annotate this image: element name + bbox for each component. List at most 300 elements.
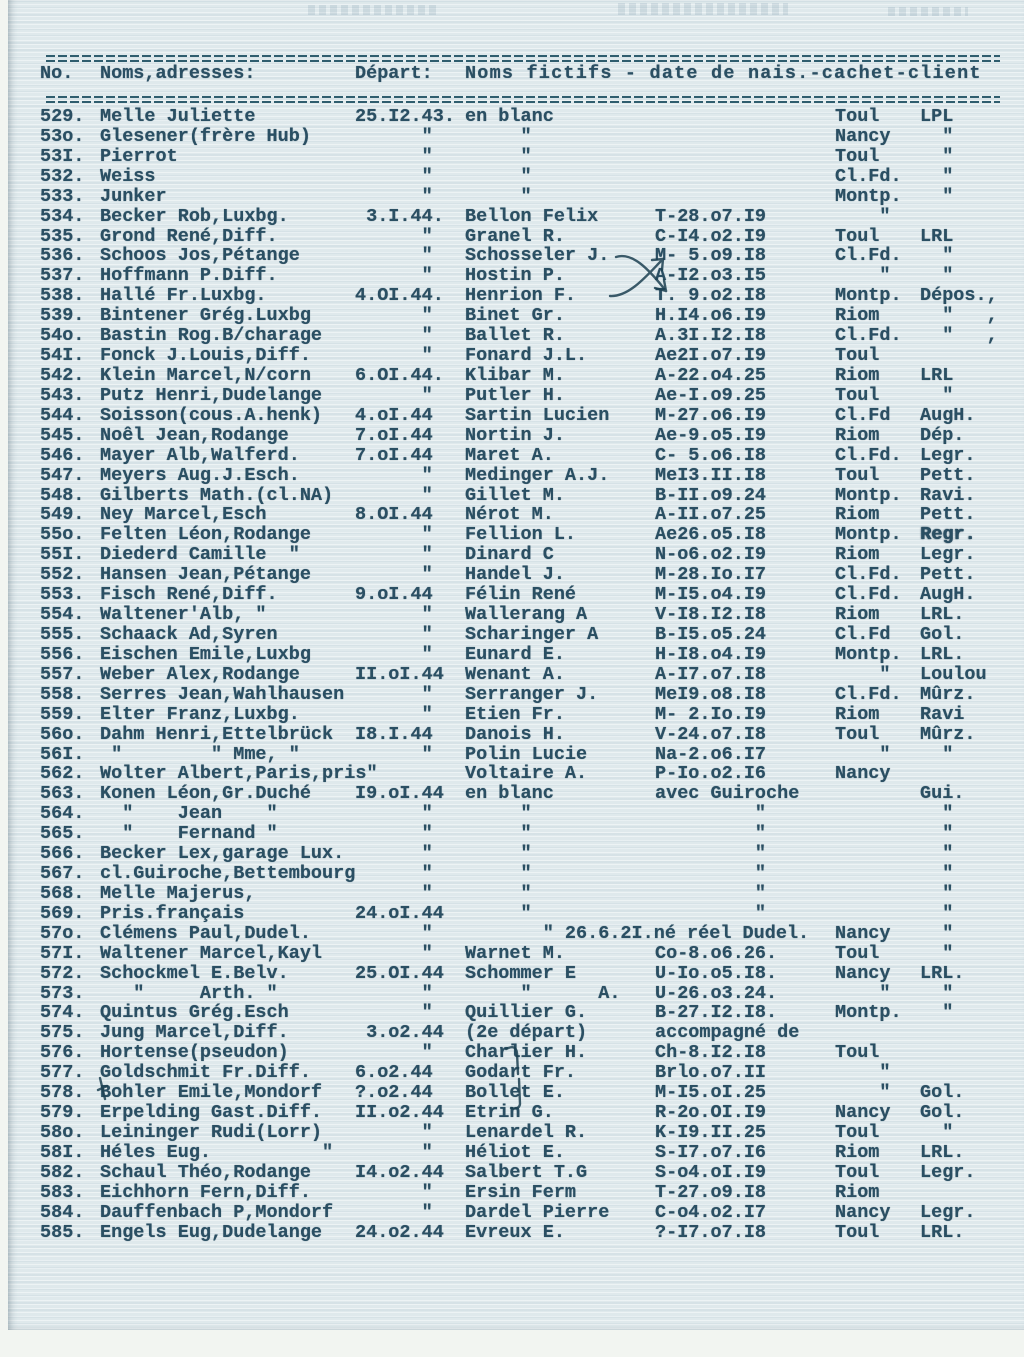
cell-cachet: Toul (835, 225, 880, 247)
cell-client: Gol. (920, 623, 965, 645)
cell-date (655, 127, 835, 147)
cell-fictif: Godart Fr. (465, 1062, 577, 1084)
cell-date: A-22.o4.25 (655, 364, 767, 386)
cell-fictif: Polin Lucie (465, 743, 588, 765)
cell-cachet: Toul (835, 145, 880, 167)
cell-name: " Arth. " (100, 982, 278, 1004)
table-row (8, 107, 1024, 127)
cell-cachet: Riom (835, 424, 880, 446)
cell-no: 557. (40, 663, 85, 685)
cell-cachet: Toul (835, 942, 880, 964)
cell-no: 548. (40, 484, 85, 506)
cell-cachet: Nancy (835, 763, 891, 785)
cell-name: Klein Marcel,N/corn (100, 364, 311, 386)
cell-depart: 24.o2.44 (355, 1221, 444, 1243)
cell-no: 577. (40, 1062, 85, 1084)
cell-no: 544. (40, 404, 85, 426)
table-row (8, 964, 1024, 984)
cell-fictif: " (465, 902, 532, 924)
cell-name: Becker Lex,garage Lux. (100, 843, 345, 865)
cell-date: Ae2I.o7.I9 (655, 345, 767, 367)
cell-client: Dépos., (920, 285, 998, 307)
cell-no: 54I. (40, 345, 85, 367)
cell-client: Gol. (920, 1102, 965, 1124)
table-row (8, 1143, 1024, 1163)
table-row (8, 1063, 1024, 1083)
cell-name: Hortense(pseudon) (100, 1042, 289, 1064)
cell-depart: 7.oI.44 (355, 424, 433, 446)
cell-client: " (920, 125, 954, 147)
cell-depart: " (355, 544, 433, 566)
cell-no: 562. (40, 763, 85, 785)
cell-cachet: Toul (835, 384, 880, 406)
cell-depart: 7.oI.44 (355, 444, 433, 466)
cell-no: 539. (40, 305, 85, 327)
cell-date: M-I5.o4.I9 (655, 584, 767, 606)
cell-client: " (920, 145, 954, 167)
cell-fictif: Lenardel R. (465, 1122, 588, 1144)
cell-date: " (655, 823, 767, 845)
cell-name: Jung Marcel,Diff. (100, 1022, 289, 1044)
cell-date: accompagné de (655, 1022, 800, 1044)
cell-name: Putz Henri,Dudelange (100, 384, 323, 406)
table-row (8, 446, 1024, 466)
cell-no: 554. (40, 604, 85, 626)
cell-date (655, 924, 835, 944)
cell-date: B-II.o9.24 (655, 484, 767, 506)
cell-client: Ravi (920, 703, 965, 725)
table-row (8, 525, 1024, 545)
cell-date: B-I5.o5.24 (655, 623, 767, 645)
cell-name: Waltener'Alb, " (100, 604, 267, 626)
cell-name: Wolter Albert,Paris,pris" (100, 763, 378, 785)
cell-cachet (835, 904, 920, 924)
cell-name: Hallé Fr.Luxbg. (100, 285, 267, 307)
cell-no: 57I. (40, 942, 85, 964)
cell-name: Elter Franz,Luxbg. (100, 703, 300, 725)
cell-client: LRL (920, 364, 954, 386)
cell-depart: " (355, 165, 433, 187)
cell-client: " (920, 245, 954, 267)
cell-depart: " (355, 882, 433, 904)
cell-cachet: Toul (835, 345, 880, 367)
table-row (8, 884, 1024, 904)
cell-depart: 3.I.44. (355, 205, 444, 227)
cell-date: U-Io.o5.I8. (655, 962, 778, 984)
cell-no: 573. (40, 982, 85, 1004)
table-row (8, 406, 1024, 426)
table-row (8, 645, 1024, 665)
cell-depart: 4.OI.44. (355, 285, 444, 307)
cell-fictif: Ersin Ferm (465, 1181, 577, 1203)
table-row (8, 1023, 1024, 1043)
cell-fictif: " (465, 882, 532, 904)
cell-date (655, 107, 835, 127)
cell-no: 53o. (40, 125, 85, 147)
cell-client: " (920, 1122, 954, 1144)
table-row (8, 745, 1024, 765)
cell-cachet: " (835, 265, 891, 287)
cell-depart: I4.o2.44 (355, 1161, 444, 1183)
table-row (8, 346, 1024, 366)
cell-no: 572. (40, 962, 85, 984)
table-row (8, 784, 1024, 804)
cell-name: Becker Rob,Luxbg. (100, 205, 289, 227)
cell-depart: " (355, 185, 433, 207)
cell-fictif: Félin René (465, 584, 577, 606)
cell-no: 534. (40, 205, 85, 227)
cell-no: 533. (40, 185, 85, 207)
cell-depart: II.oI.44 (355, 663, 444, 685)
cell-fictif: Wallerang A (465, 604, 588, 626)
cell-date: C-I4.o2.I9 (655, 225, 767, 247)
cell-date: A-II.o7.25 (655, 504, 767, 526)
cell-date: Co-8.o6.26. (655, 942, 778, 964)
cell-depart: " (355, 1122, 433, 1144)
cell-client: LRL. (920, 643, 965, 665)
header-fictifs-date-cachet-client: Noms fictifs - date de nais.-cachet-client (465, 63, 982, 84)
cell-date: V-I8.I2.I8 (655, 604, 767, 626)
cell-client: LRL. (920, 1141, 965, 1163)
cell-no: 546. (40, 444, 85, 466)
cell-depart: " (355, 982, 433, 1004)
cell-cachet: Montp. (835, 484, 902, 506)
cell-name: Grond René,Diff. (100, 225, 278, 247)
cell-name: Schaack Ad,Syren (100, 623, 278, 645)
cell-no: 545. (40, 424, 85, 446)
cell-fictif: " (465, 823, 532, 845)
cell-depart: " (355, 683, 433, 705)
cell-date: T-27.o9.I8 (655, 1181, 767, 1203)
cell-client: " (920, 922, 954, 944)
cell-depart: 9.oI.44 (355, 584, 433, 606)
cell-client: " (920, 942, 954, 964)
table-row (8, 605, 1024, 625)
cell-depart: " (355, 843, 433, 865)
cell-name: Fisch René,Diff. (100, 584, 278, 606)
cell-fictif: Dinard C (465, 544, 554, 566)
table-row (8, 705, 1024, 725)
cell-name: Erpelding Gast.Diff. (100, 1102, 323, 1124)
cell-cachet (835, 1023, 920, 1043)
cell-depart: 24.oI.44 (355, 902, 444, 924)
cell-no: 558. (40, 683, 85, 705)
table-row (8, 167, 1024, 187)
cell-depart: " (355, 345, 433, 367)
cell-name: " Jean " (100, 803, 278, 825)
cell-depart: " (355, 245, 433, 267)
cell-depart: " (355, 265, 433, 287)
cell-no: 563. (40, 783, 85, 805)
cell-cachet: Riom (835, 364, 880, 386)
cell-client: Pett. (920, 504, 976, 526)
table-row (8, 466, 1024, 486)
cell-date: N-o6.o2.I9 (655, 544, 767, 566)
table-row (8, 1083, 1024, 1103)
cell-no: 583. (40, 1181, 85, 1203)
cell-no: 547. (40, 464, 85, 486)
cell-no: 532. (40, 165, 85, 187)
cell-date: S-o4.oI.I9 (655, 1161, 767, 1183)
cell-name: Eischen Emile,Luxbg (100, 643, 311, 665)
cell-cachet: Toul (835, 106, 880, 127)
cell-client: " , (920, 305, 998, 327)
cell-name: Schoos Jos,Pétange (100, 245, 300, 267)
cell-fictif: Bollet E. (465, 1082, 565, 1104)
cell-client: Gol. (920, 1082, 965, 1104)
cell-fictif: Quillier G. (465, 1002, 588, 1024)
cell-no: 55I. (40, 544, 85, 566)
cell-name: Bintener Grég.Luxbg (100, 305, 311, 327)
table-row (8, 725, 1024, 745)
table-row (8, 685, 1024, 705)
cell-date: R-2o.OI.I9 (655, 1102, 767, 1124)
cell-no: 567. (40, 863, 85, 885)
cell-date: K-I9.II.25 (655, 1122, 767, 1144)
table-row (8, 665, 1024, 685)
cell-fictif: Gillet M. (465, 484, 565, 506)
table-row (8, 1103, 1024, 1123)
cell-date: MeI9.o8.I8 (655, 683, 767, 705)
cell-cachet: Nancy (835, 1102, 891, 1124)
cell-cachet (835, 804, 920, 824)
cell-name: Fonck J.Louis,Diff. (100, 345, 311, 367)
cell-name: Soisson(cous.A.henk) (100, 404, 323, 426)
header-no: No. (40, 63, 74, 84)
cell-cachet: Riom (835, 544, 880, 566)
cell-date: V-24.o7.I8 (655, 723, 767, 745)
cell-fictif: (2e départ) (465, 1022, 588, 1044)
cell-cachet: Nancy (835, 125, 891, 147)
cell-no: 53I. (40, 145, 85, 167)
cell-fictif: Wenant A. (465, 663, 565, 685)
cell-name: Felten Léon,Rodange (100, 524, 311, 546)
cell-name: Eichhorn Fern,Diff. (100, 1181, 311, 1203)
cell-no: 542. (40, 364, 85, 386)
cell-name: Hoffmann P.Diff. (100, 265, 278, 287)
cell-client (920, 1023, 1024, 1043)
table-row (8, 366, 1024, 386)
cell-name: Glesener(frère Hub) (100, 125, 311, 147)
cell-date: Brlo.o7.II (655, 1062, 767, 1084)
table-row (8, 545, 1024, 565)
cell-fictif: Ballet R. (465, 325, 565, 347)
cell-date: M- 5.o9.I8 (655, 245, 767, 267)
cell-date: C-o4.o2.I7 (655, 1201, 767, 1223)
cell-fictif: Hostin P. (465, 265, 565, 287)
cell-cachet: Riom (835, 305, 880, 327)
cell-client: " (920, 1002, 954, 1024)
cell-name: Schaul Théo,Rodange (100, 1161, 311, 1183)
header-row (8, 64, 1024, 84)
cell-fictif: " (465, 165, 532, 187)
cell-fictif: Dardel Pierre (465, 1201, 610, 1223)
cell-no: 574. (40, 1002, 85, 1024)
cell-no: 553. (40, 584, 85, 606)
table-row (8, 924, 1024, 944)
cell-cachet: " (835, 982, 891, 1004)
cell-depart: " (355, 1181, 433, 1203)
table-row (8, 486, 1024, 506)
cell-no: 579. (40, 1102, 85, 1124)
cell-no: 556. (40, 643, 85, 665)
cell-no: 569. (40, 902, 85, 924)
entries-list (8, 107, 1024, 1243)
cell-cachet (835, 884, 920, 904)
cell-fictif: Bellon Felix (465, 205, 599, 227)
cell-date: avec Guiroche (655, 783, 800, 805)
cell-no: 55o. (40, 524, 85, 546)
cell-depart: " (355, 524, 433, 546)
cell-fictif: en blanc (465, 106, 554, 127)
cell-fictif: " (465, 145, 532, 167)
cell-name: Bohler Emile,Mondorf (100, 1082, 323, 1104)
cell-date: U-26.o3.24. (655, 982, 778, 1004)
cell-date: H-I8.o4.I9 (655, 643, 767, 665)
cell-fictif: Handel J. (465, 564, 565, 586)
table-row (8, 1043, 1024, 1063)
cell-client: Pett. (920, 464, 976, 486)
table-row (8, 565, 1024, 585)
cell-client: " (920, 823, 954, 845)
divider-line-under-header (46, 96, 1000, 104)
cell-client: Gui. (920, 783, 965, 805)
cell-depart: " (355, 1141, 433, 1163)
cell-fictif: Scharinger A (465, 623, 599, 645)
table-row (8, 147, 1024, 167)
cell-cachet: " (835, 205, 891, 227)
cell-name: Noêl Jean,Rodange (100, 424, 289, 446)
cell-date (655, 187, 835, 207)
cell-date: A-I7.o7.I8 (655, 663, 767, 685)
cell-client: Legr. (920, 1161, 976, 1183)
cell-name: Diederd Camille " (100, 544, 300, 566)
cell-depart: " (355, 564, 433, 586)
cell-fictif: Sartin Lucien (465, 404, 610, 426)
cell-fictif: Serranger J. (465, 683, 599, 705)
table-row (8, 207, 1024, 227)
cell-fictif: " (465, 125, 532, 147)
cell-cachet (835, 784, 920, 804)
cell-depart: " (355, 1002, 433, 1024)
cell-no: 576. (40, 1042, 85, 1064)
cell-date: Ae-9.o5.I9 (655, 424, 767, 446)
header-depart: Départ: (355, 63, 433, 84)
cell-client: " (920, 265, 954, 287)
cell-date: A-I2.o3.I5 (655, 265, 767, 287)
cell-no: 57o. (40, 922, 85, 944)
cell-name: Konen Léon,Gr.Duché (100, 783, 311, 805)
cell-client (920, 346, 1024, 366)
cell-cachet: Cl.Fd (835, 404, 891, 426)
cell-cachet: Riom (835, 1181, 880, 1203)
cell-depart: 25.I2.43. (355, 106, 455, 127)
cell-date: T-28.o7.I9 (655, 205, 767, 227)
cell-fictif: Etien Fr. (465, 703, 565, 725)
cell-date: Ch-8.I2.I8 (655, 1042, 767, 1064)
cell-cachet (835, 824, 920, 844)
table-row (8, 824, 1024, 844)
cell-depart: " (355, 643, 433, 665)
cell-no: 549. (40, 504, 85, 526)
cell-fictif: Nérot M. (465, 504, 554, 526)
cell-depart: " (355, 484, 433, 506)
cell-date: P-Io.o2.I6 (655, 763, 767, 785)
cell-date: M-27.o6.I9 (655, 404, 767, 426)
table-row (8, 426, 1024, 446)
cell-depart: 3.o2.44 (355, 1022, 444, 1044)
cell-no: 555. (40, 623, 85, 645)
cell-date: C- 5.o6.I8 (655, 444, 767, 466)
cell-date (655, 167, 835, 187)
cell-client: Regr. (920, 524, 976, 546)
cell-client (920, 1063, 1024, 1083)
cell-date: ?-I7.o7.I8 (655, 1221, 767, 1243)
cell-fictif: Binet Gr. (465, 305, 565, 327)
bleed-through-smudge (618, 3, 788, 15)
cell-depart: " (355, 305, 433, 327)
cell-cachet: " (835, 1062, 891, 1084)
cell-no: 552. (40, 564, 85, 586)
cell-cachet: Nancy (835, 922, 891, 944)
cell-client: " (920, 803, 954, 825)
table-row (8, 505, 1024, 525)
cell-client: " (920, 902, 954, 924)
cell-fictif: Henrion F. (465, 285, 577, 307)
cell-fictif: Evreux E. (465, 1221, 565, 1243)
cell-fictif: " (465, 803, 532, 825)
cell-cachet: Cl.Fd. (835, 584, 902, 606)
cell-client: LRL. (920, 604, 965, 626)
cell-client: " (920, 185, 954, 207)
cell-client (920, 207, 1024, 227)
cell-depart: " (355, 325, 433, 347)
cell-date: Ae-I.o9.25 (655, 384, 767, 406)
cell-client: " (920, 743, 954, 765)
cell-name: Weiss (100, 165, 156, 187)
cell-client: " (920, 882, 954, 904)
cell-no: 537. (40, 265, 85, 287)
cell-no: 58I. (40, 1141, 85, 1163)
table-row (8, 127, 1024, 147)
cell-cachet: Montp. (835, 285, 902, 307)
cell-cachet: Toul (835, 1042, 880, 1064)
cell-cachet: Cl.Fd. (835, 245, 902, 267)
cell-date: " (655, 902, 767, 924)
paper-sheet (8, 0, 1024, 1330)
cell-fictif: Fonard J.L. (465, 345, 588, 367)
cell-client: AugH. (920, 584, 976, 606)
cell-cachet: Toul (835, 464, 880, 486)
cell-no: 565. (40, 823, 85, 845)
cell-name: Gilberts Math.(cl.NA) (100, 484, 334, 506)
cell-cachet: Toul (835, 1122, 880, 1144)
cell-cachet: Nancy (835, 1201, 891, 1223)
cell-depart: I9.oI.44 (355, 783, 444, 805)
cell-date: Ae26.o5.I8 (655, 524, 767, 546)
cell-depart: " (355, 863, 433, 885)
cell-client: " (920, 165, 954, 187)
cell-cachet: " (835, 663, 891, 685)
table-row (8, 1223, 1024, 1243)
cell-cachet: Riom (835, 1141, 880, 1163)
cell-fictif: Salbert T.G (465, 1161, 588, 1183)
cell-client: Loulou (920, 663, 987, 685)
cell-depart: 6.OI.44. (355, 364, 444, 386)
cell-depart: ?.o2.44 (355, 1082, 433, 1104)
cell-no: 529. (40, 106, 85, 127)
cell-client: Mûrz. (920, 683, 976, 705)
